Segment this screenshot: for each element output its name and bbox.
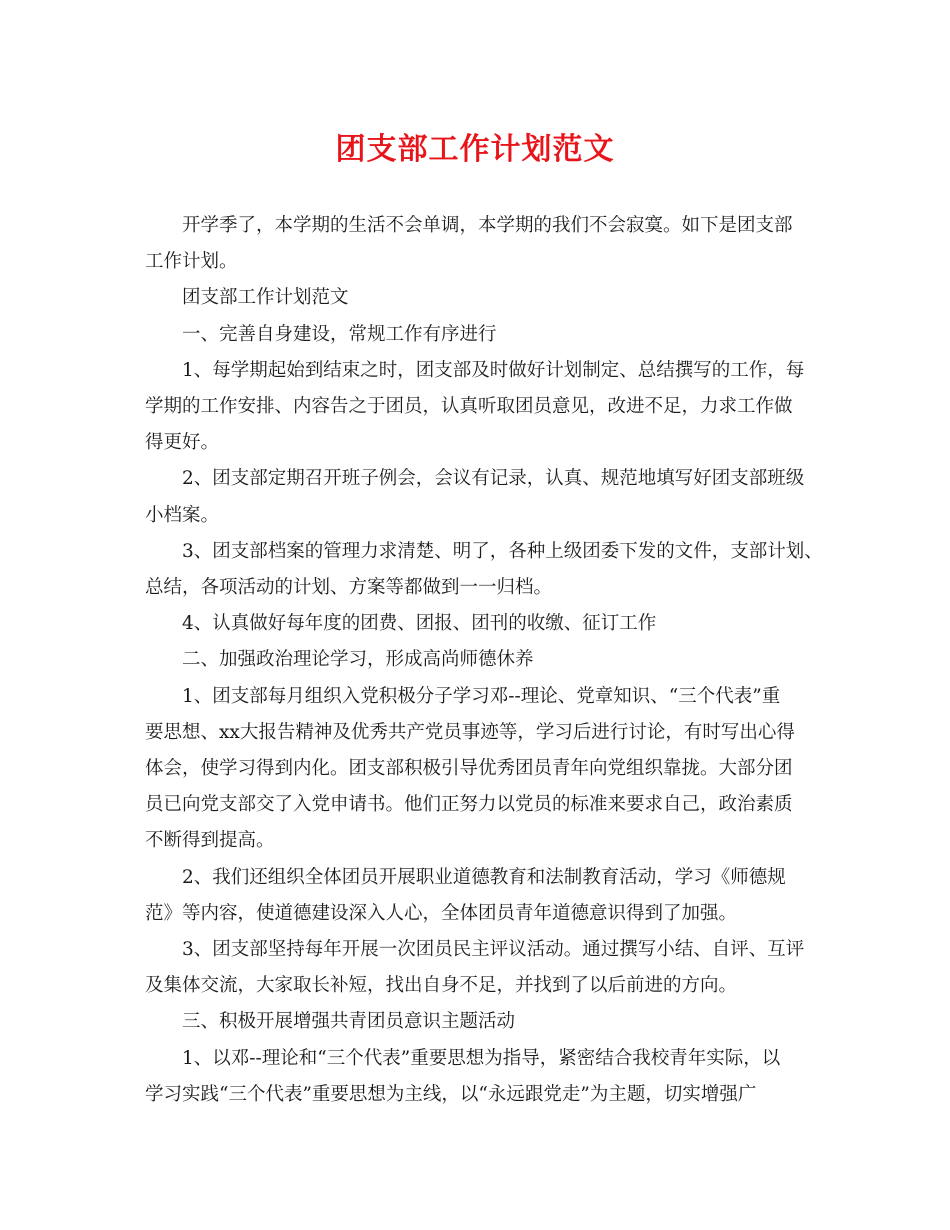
text-line: 得更好。 [145,432,220,454]
document-title: 团支部工作计划范文 [335,132,615,167]
text-line: 不断得到提高。 [145,830,275,852]
text-line: 及集体交流，大家取长补短，找出自身不足，并找到了以后前进的方向。 [145,975,738,997]
text-line: 3、团支部坚持每年开展一次团员民主评议活动。通过撰写小结、自评、互评 [182,939,805,960]
text-line: 体会，使学习得到内化。团支部积极引导优秀团员青年向党组织靠拢。大部分团 [145,758,793,779]
text-line: 开学季了，本学期的生活不会单调，本学期的我们不会寂寞。如下是团支部 [182,215,793,236]
text-line: 范》等内容，使道德建设深入人心，全体团员青年道德意识得到了加强。 [145,902,738,924]
text-line: 总结，各项活动的计划、方案等都做到一一归档。 [145,577,553,598]
text-line: 团支部工作计划范文 [182,287,349,309]
text-line: 小档案。 [145,504,220,526]
text-line: 要思想、xx大报告精神及优秀共产党员事迹等，学习后进行讨论，有时写出心得 [145,721,795,743]
text-line: 1、以邓--理论和“三个代表”重要思想为指导，紧密结合我校青年实际，以 [182,1047,781,1069]
text-line: 二、加强政治理论学习，形成高尚师德休养 [182,649,534,671]
text-line: 员已向党支部交了入党申请书。他们正努力以党员的标准来要求自己，政治素质 [145,794,793,816]
text-line: 4、认真做好每年度的团费、团报、团刊的收缴、征订工作 [182,613,657,635]
text-line: 学期的工作安排、内容告之于团员，认真听取团员意见，改进不足，力求工作做 [145,396,793,417]
text-line: 三、积极开展增强共青团员意识主题活动 [182,1011,516,1033]
text-line: 工作计划。 [145,251,238,273]
text-line: 2、我们还组织全体团员开展职业道德教育和法制教育活动，学习《师德规 [182,866,786,888]
text-line: 学习实践“三个代表”重要思想为主线，以“永远跟党走”为主题，切实增强广 [145,1083,757,1105]
text-line: 3、团支部档案的管理力求清楚、明了，各种上级团委下发的文件，支部计划、 [182,540,823,562]
text-line: 2、团支部定期召开班子例会，会议有记录，认真、规范地填写好团支部班级 [182,468,805,490]
text-line: 一、完善自身建设，常规工作有序进行 [182,323,497,345]
text-line: 1、团支部每月组织入党积极分子学习邓--理论、党章知识、“三个代表”重 [182,685,781,707]
text-line: 1、每学期起始到结束之时，团支部及时做好计划制定、总结撰写的工作，每 [182,359,805,381]
